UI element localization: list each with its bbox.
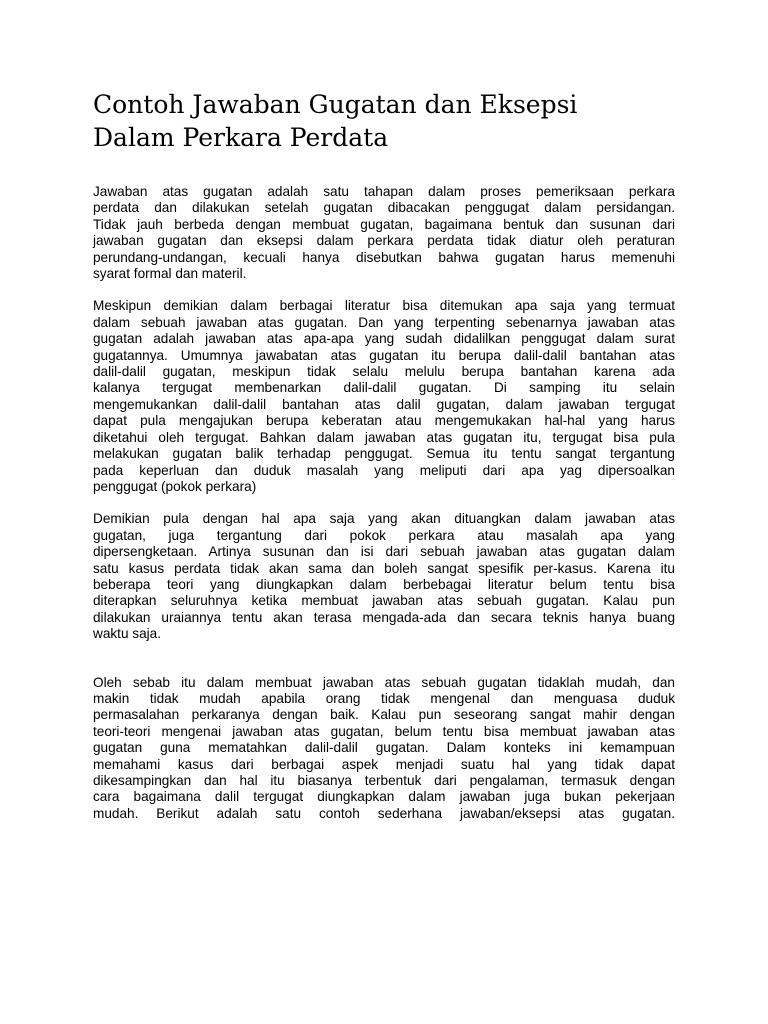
text-line: melakukan gugatan balik terhadap penggugat. Semua itu tentu sangat tergantung	[93, 446, 675, 462]
text-line: jawaban gugatan dan eksepsi dalam perkara perdata tidak diatur oleh peraturan	[93, 233, 675, 249]
text-line: gugatannya. Umumnya jawabatan atas gugatan itu berupa dalil-dalil bantahan atas	[93, 347, 675, 363]
text-line: dikesampingkan dan hal itu biasanya terbentuk dari pengalaman, termasuk dengan	[93, 773, 675, 788]
text-line: gugatan adalah jawaban atas apa-apa yang sudah didalilkan penggugat dalam surat	[93, 331, 675, 347]
text-line: gugatan, juga tergantung dari pokok perkara atau masalah apa yang	[93, 527, 675, 543]
text-line: perdata dan dilakukan setelah gugatan dibacakan penggugat dalam persidangan.	[93, 200, 675, 216]
document-page	[93, 88, 675, 838]
text-line: beberapa teori yang diungkapkan dalam berbebagai literatur belum tentu bisa	[93, 576, 675, 592]
text-line: diketahui oleh tergugat. Bahkan dalam jawaban atas gugatan itu, tergugat bisa pula	[93, 429, 675, 445]
text-line: mudah. Berikut adalah satu contoh sederhana jawaban/eksepsi atas gugatan.	[93, 805, 675, 821]
paragraph-1	[93, 184, 675, 282]
document-body	[93, 184, 675, 822]
document-title	[93, 88, 675, 154]
paragraph-4	[93, 675, 675, 823]
text-line: penggugat (pokok perkara)	[93, 478, 257, 494]
text-line: Oleh sebab itu dalam membuat jawaban atas sebuah gugatan tidaklah mudah, dan	[93, 674, 675, 690]
text-line: perundang-undangan, kecuali hanya disebutkan bahwa gugatan harus memenuhi	[93, 249, 675, 265]
text-line: dalam sebuah jawaban atas gugatan. Dan yang terpenting sebenarnya jawaban atas	[93, 314, 675, 330]
text-line: dipersengketaan. Artinya susunan dan isi dari sebuah jawaban atas gugatan dalam	[93, 544, 675, 560]
text-line: waktu saja.	[93, 626, 162, 642]
text-line: diterapkan seluruhnya ketika membuat jawaban atas sebuah gugatan. Kalau pun	[93, 593, 675, 609]
text-line: permasalahan perkaranya dengan baik. Kalau pun seseorang sangat mahir dengan	[93, 707, 675, 723]
paragraph-2	[93, 298, 675, 495]
text-line: dapat pula mengajukan berupa keberatan atau mengemukakan hal-hal yang harus	[93, 413, 675, 429]
text-line: dilakukan uraiannya tentu akan terasa mengada-ada dan secara teknis hanya buang	[93, 609, 675, 625]
text-line: teori-teori mengenai jawaban atas gugatan, belum tentu bisa membuat jawaban atas	[93, 723, 675, 739]
text-line: makin tidak mudah apabila orang tidak mengenal dan menguasa duduk	[93, 690, 675, 706]
title-line: Contoh Jawaban Gugatan dan Eksepsi	[93, 90, 578, 119]
text-line: syarat formal dan materil.	[93, 266, 247, 282]
text-line: kalanya tergugat membenarkan dalil-dalil gugatan. Di samping itu selain	[93, 380, 675, 396]
text-line: gugatan guna mematahkan dalil-dalil gugatan. Dalam konteks ini kemampuan	[93, 740, 675, 756]
title-line: Dalam Perkara Perdata	[93, 123, 389, 152]
text-line: Jawaban atas gugatan adalah satu tahapan dalam proses pemeriksaan perkara	[93, 184, 675, 199]
text-line: memahami kasus dari berbagai aspek menjadi suatu hal yang tidak dapat	[93, 756, 675, 772]
text-line: satu kasus perdata tidak akan sama dan boleh sangat spesifik per-kasus. Karena itu	[93, 560, 675, 576]
text-line: dalil-dalil gugatan, meskipun tidak selalu melulu berupa bantahan karena ada	[93, 364, 675, 380]
text-line: cara bagaimana dalil tergugat diungkapkan dalam jawaban juga bukan pekerjaan	[93, 789, 675, 805]
text-line: Tidak jauh berbeda dengan membuat gugatan, bagaimana bentuk dan susunan dari	[93, 216, 675, 232]
text-line: Meskipun demikian dalam berbagai literatur bisa ditemukan apa saja yang termuat	[93, 298, 675, 314]
text-line: Demikian pula dengan hal apa saja yang akan dituangkan dalam jawaban atas	[93, 511, 675, 527]
text-line: mengemukankan dalil-dalil bantahan atas dalil gugatan, dalam jawaban tergugat	[93, 396, 675, 412]
paragraph-3	[93, 511, 675, 642]
text-line: pada keperluan dan duduk masalah yang meliputi dari apa yag dipersoalkan	[93, 462, 675, 478]
